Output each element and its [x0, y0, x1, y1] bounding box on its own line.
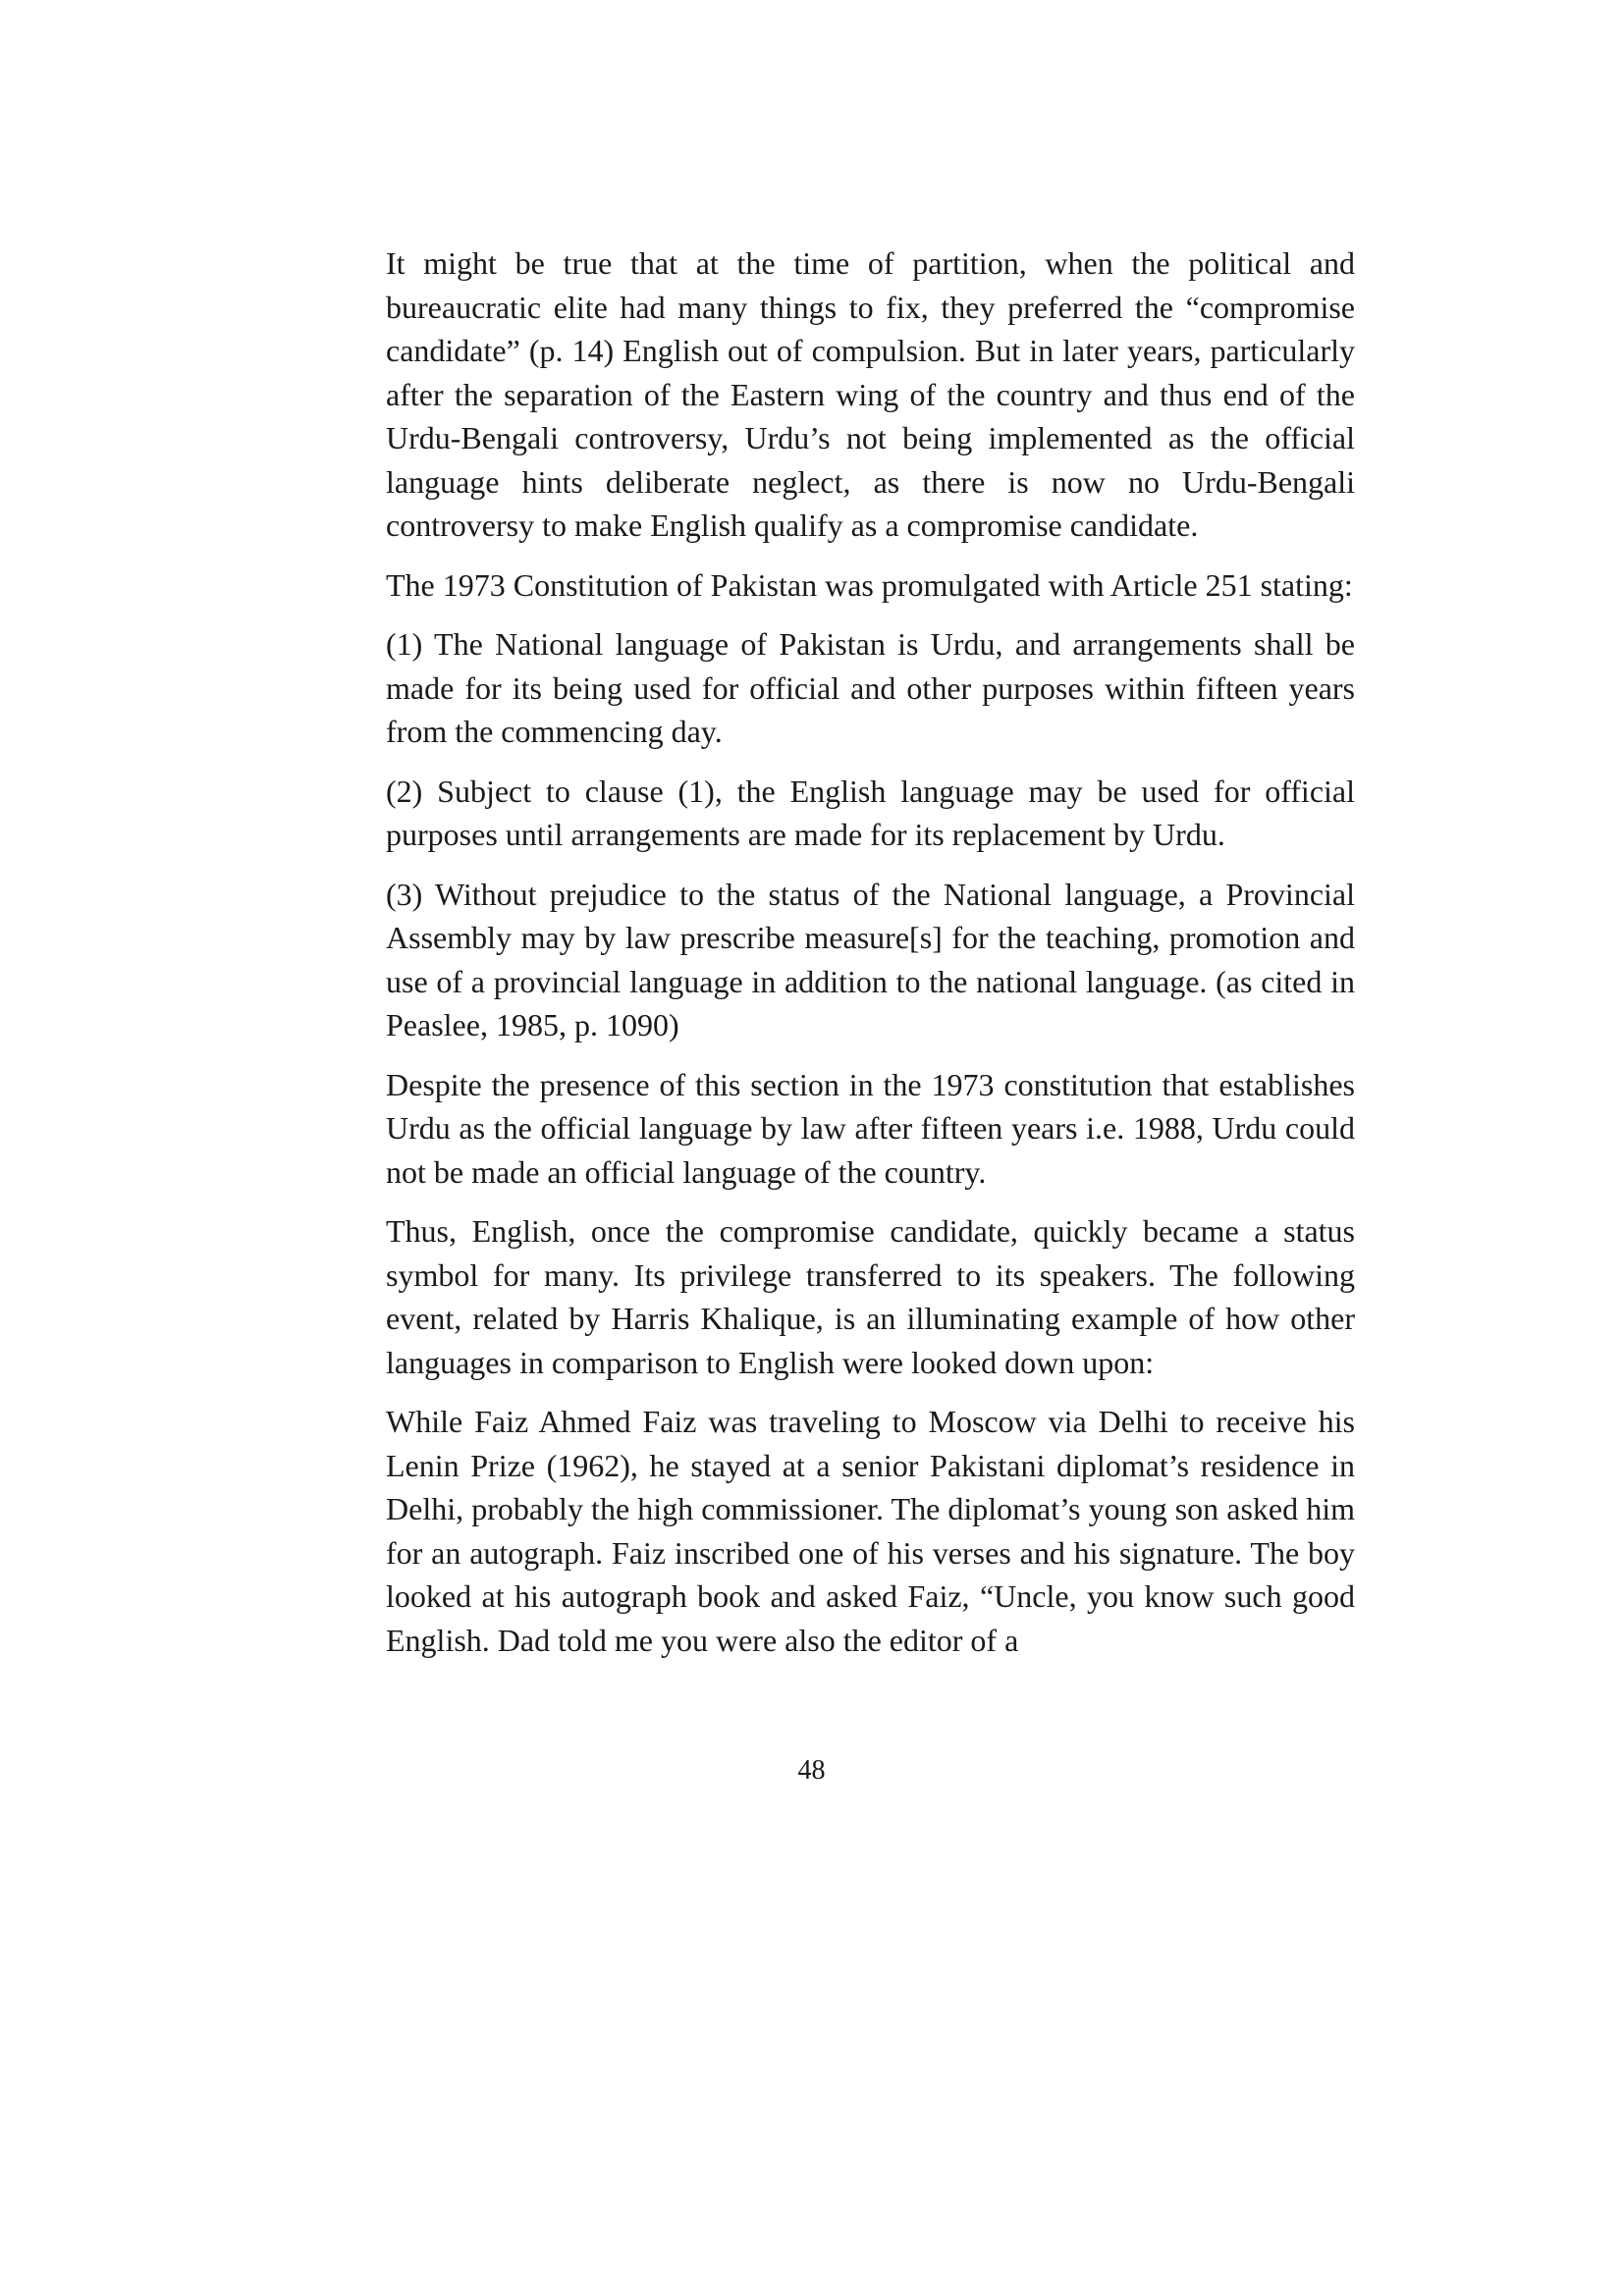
- page-number: 48: [797, 1755, 826, 1786]
- paragraph-despite-section: Despite the presence of this section in the 1973 constitution that establishes Urdu as the official language by law after fifteen years i.e. 1988, Urdu could not be made an official language of the country.: [386, 1066, 1355, 1190]
- paragraph-1973-constitution: The 1973 Constitution of Pakistan was promulgated with Article 251 stating:: [386, 566, 1353, 603]
- quote-clause-1: (1) The National language of Pakistan is Urdu, and arrangements shall be made for its being used for official and other purposes within fifteen years from the commencing day.: [386, 626, 1355, 749]
- paragraph-faiz-anecdote: While Faiz Ahmed Faiz was traveling to Moscow via Delhi to receive his Lenin Prize (1962), he stayed at a senior Pakistani diplomat’s residence in Delhi, probably the high commissioner. The diplomat’s young son asked him for an autograph. Faiz inscribed one of his verses and his signature. The boy looked at his autograph book and asked Faiz, “Uncle, you know such good English. Dad told me you were also the editor of a: [386, 1404, 1355, 1658]
- paragraph-status-symbol: Thus, English, once the compromise candidate, quickly became a status symbol for many. Its privilege transferred to its speakers. The following event, related by Harris Khalique, is an illuminating example of how other languages in comparison to English were looked down upon:: [386, 1213, 1355, 1380]
- paragraph-partition-compromise: It might be true that at the time of partition, when the political and bureaucratic elite had many things to fix, they preferred the “compromise candidate” (p. 14) English out of compulsion. But in later years, particularly after the separation of the Eastern wing of the country and thus end of the Urdu-Bengali controversy, Urdu’s not being implemented as the official language hints deliberate neglect, as there is now no Urdu-Bengali controversy to make English qualify as a compromise candidate.: [386, 245, 1355, 543]
- quote-clause-2: (2) Subject to clause (1), the English language may be used for official purposes until arrangements are made for its replacement by Urdu.: [386, 773, 1355, 852]
- body-text: [386, 241, 1355, 1678]
- quote-clause-3: (3) Without prejudice to the status of the National language, a Provincial Assembly may by law prescribe measure[s] for the teaching, promotion and use of a provincial language in addition to the national language. (as cited in Peaslee, 1985, p. 1090): [386, 876, 1355, 1042]
